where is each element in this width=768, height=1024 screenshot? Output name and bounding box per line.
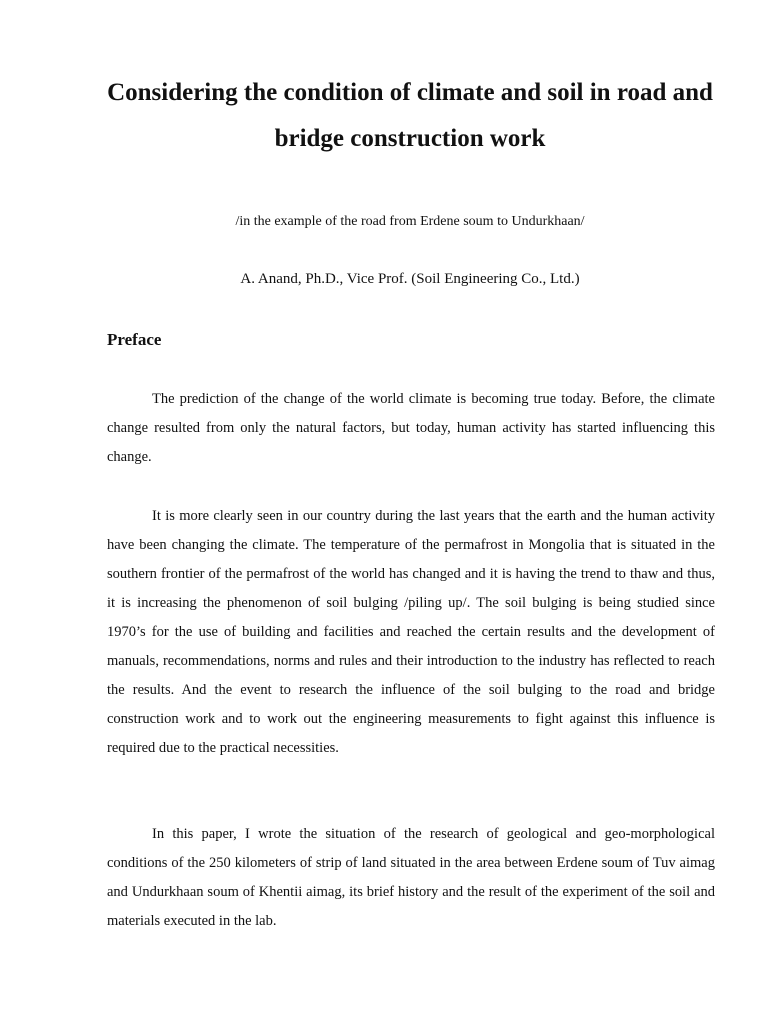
document-title: Considering the condition of climate and soil in road and bridge construction work bbox=[107, 79, 713, 152]
paragraph-1: The prediction of the change of the world climate is becoming true today. Before, the climate change resulted from only the natural factors, but today, human activity has started influencing this change. bbox=[107, 391, 715, 465]
paragraph-2: It is more clearly seen in our country during the last years that the earth and the human activity have been changing the climate. The temperature of the permafrost in Mongolia that is situated in the southern frontier of the permafrost of the world has changed and it is having the trend to thaw and thus, it is increasing the phenomenon of soil bulging /piling up/. The soil bulging is being studied since 1970’s for the use of building and facilities and reached the certain results and the development of manuals, recommendations, norms and rules and their introduction to the industry has reflected to reach the results. And the event to research the influence of the soil bulging to the road and bridge construction work and to work out the engineering measurements to fight against this influence is required due to the practical necessities. bbox=[107, 508, 715, 756]
paragraph-3: In this paper, I wrote the situation of the research of geological and geo-morphological conditions of the 250 kilometers of strip of land situated in the area between Erdene soum of Tuv aimag and Undurkhaan soum of Khentii aimag, its brief history and the result of the experiment of the soil and materials executed in the lab. bbox=[107, 826, 715, 929]
section-heading-preface: Preface bbox=[107, 330, 162, 349]
document-subtitle: /in the example of the road from Erdene soum to Undurkhaan/ bbox=[235, 214, 585, 229]
author-line: A. Anand, Ph.D., Vice Prof. (Soil Engineering Co., Ltd.) bbox=[240, 271, 580, 287]
